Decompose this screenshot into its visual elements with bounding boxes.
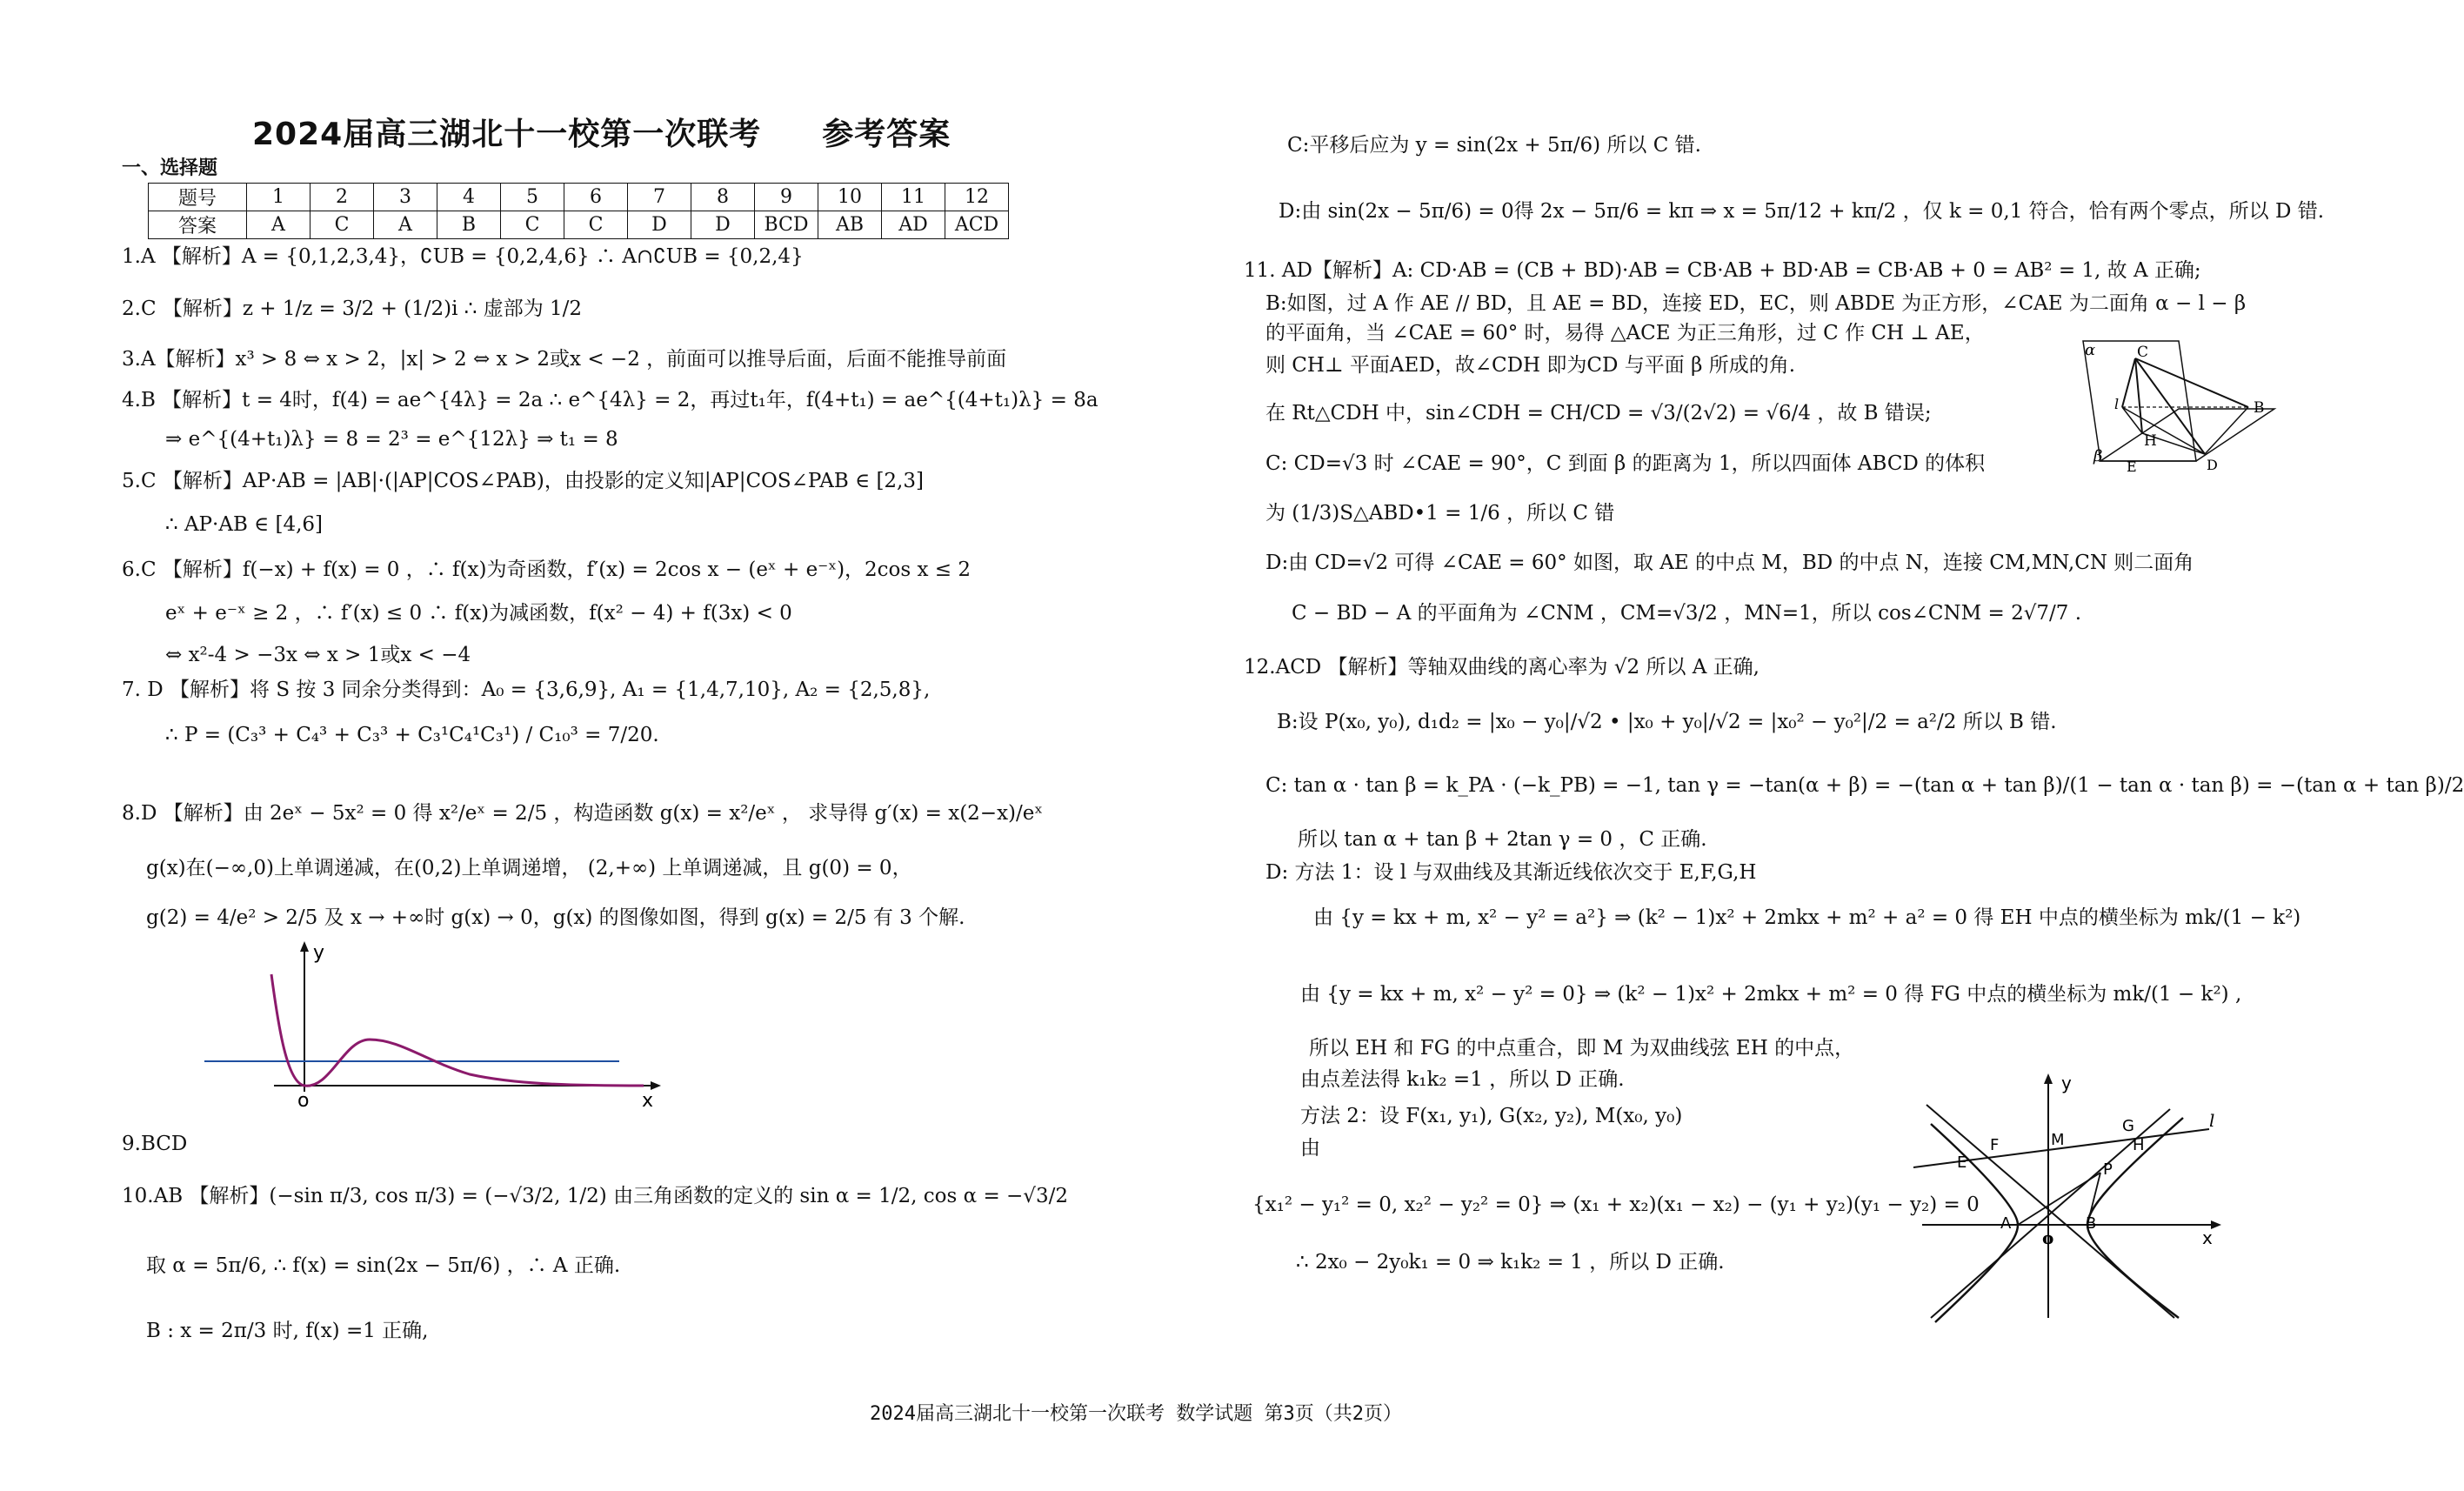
question-number: 12 [945,184,1009,211]
solution-line-q3: 3.A【解析】x³ > 8 ⇔ x > 2，|x| > 2 ⇔ x > 2或x < −2 ，前面可以推导后面，后面不能推导前面 [122,348,1007,371]
answer-table-number-row [149,184,1009,211]
tetra-label: E [2127,458,2137,475]
solution-line-q12-d5: 由点差法得 k₁k₂ =1 ，所以 D 正确. [1300,1068,1625,1091]
q11-dihedral-figure [2074,339,2283,478]
answer-table-header-label: 题号 [149,184,247,211]
answer-cell: D [691,211,755,239]
tetra-label: B [2254,399,2265,417]
tetra-label: H [2144,432,2157,450]
question-number: 5 [501,184,564,211]
answer-cell: BCD [755,211,818,239]
tetra-label: C [2137,344,2149,361]
answer-cell: A [247,211,311,239]
solution-line-q11-d: D:由 CD=√2 可得 ∠CAE = 60° 如图，取 AE 的中点 M，BD 的中点 N，连接 CM,MN,CN 则二面角 [1265,552,2194,574]
question-number: 3 [374,184,437,211]
solution-line-q5: 5.C 【解析】AP·AB = |AB|·(|AP|COS∠PAB)，由投影的定义知|AP|COS∠PAB ∈ [2,3] [122,470,924,492]
solution-line-q10: 10.AB 【解析】(−sin π/3, cos π/3) = (−√3/2, 1/2) 由三角函数的定义的 sin α = 1/2, cos α = −√3/2 [122,1185,1068,1207]
question-number: 2 [311,184,374,211]
page-footer: 2024届高三湖北十一校第一次联考 数学试题 第3页（共2页） [870,1403,1402,1425]
answer-cell: C [564,211,628,239]
title-main: 2024届高三湖北十一校第一次联考 [252,117,762,152]
hyper-label: B [2086,1214,2097,1233]
question-number: 10 [818,184,882,211]
tetra-label: α [2085,341,2096,359]
hyper-label: y [2061,1073,2072,1093]
graph-x-label: x [642,1090,654,1112]
solution-line-q12-d4: 所以 EH 和 FG 的中点重合，即 M 为双曲线弦 EH 的中点， [1309,1037,1855,1060]
hyper-label: E [1957,1153,1967,1172]
answer-table [148,183,1009,239]
solution-line-q6-cont: eˣ + e⁻ˣ ≥ 2 ，∴ f′(x) ≤ 0 ∴ f(x)为减函数，f(x² − 4) + f(3x) < 0 [165,602,792,625]
solution-line-q12-c2: 所以 tan α + tan β + 2tan γ = 0 ，C 正确. [1298,828,1707,851]
hyper-label: H [2133,1136,2145,1154]
solution-line-q10-c: C:平移后应为 y = sin(2x + 5π/6) 所以 C 错. [1287,134,1701,157]
question-number: 8 [691,184,755,211]
solution-line-q11: 11. AD【解析】A: CD·AB = (CB + BD)·AB = CB·AB + BD·AB = CB·AB + 0 = AB² = 1, 故 A 正确; [1244,259,2201,282]
solution-line-q12: 12.ACD 【解析】等轴双曲线的离心率为 √2 所以 A 正确, [1244,656,1760,679]
title-sub: 参考答案 [822,117,952,152]
solution-line-q12-b: B:设 P(x₀, y₀), d₁d₂ = |x₀ − y₀|/√2 • |x₀ + y₀|/√2 = |x₀² − y₀²|/2 = a²/2 所以 B 错. [1277,711,2057,733]
answer-cell: C [501,211,564,239]
question-number: 11 [882,184,945,211]
solution-line-q10-d: D:由 sin(2x − 5π/6) = 0得 2x − 5π/6 = kπ ⇒ x = 5π/12 + kπ/2 ，仅 k = 0,1 符合，恰有两个零点，所以 D 错. [1279,200,2325,223]
answer-table-answer-label: 答案 [149,211,247,239]
hyper-label: G [2122,1117,2134,1135]
answer-cell: ACD [945,211,1009,239]
solution-line-q12-d: D: 方法 1：设 l 与双曲线及其渐近线依次交于 E,F,G,H [1265,861,1757,884]
solution-line-q10-cont2: B : x = 2π/3 时, f(x) =1 正确, [146,1320,429,1342]
solution-line-q6-cont2: ⇔ x²-4 > −3x ⇔ x > 1或x < −4 [165,644,471,666]
section-heading: 一、选择题 [122,157,218,179]
hyper-label: A [2000,1214,2012,1233]
hyper-label: l [2209,1110,2215,1131]
answer-cell: C [311,211,374,239]
solution-line-q11-c2: 为 (1/3)S△ABD•1 = 1/6 ，所以 C 错 [1265,502,1615,525]
solution-line-q7: 7. D 【解析】将 S 按 3 同余分类得到：A₀ = {3,6,9}, A₁ = {1,4,7,10}, A₂ = {2,5,8}, [122,679,931,701]
solution-line-q8-cont2: g(2) = 4/e² > 2/5 及 x → +∞时 g(x) → 0，g(x) 的图像如图，得到 g(x) = 2/5 有 3 个解. [146,906,965,929]
solution-line-q12-m2b: 由 [1300,1137,1320,1160]
solution-line-q12-m2c: {x₁² − y₁² = 0, x₂² − y₂² = 0} ⇒ (x₁ + x₂)(x₁ − x₂) − (y₁ + y₂)(y₁ − y₂) = 0 [1252,1193,1980,1216]
solution-line-q11-b4: 在 Rt△CDH 中，sin∠CDH = CH/CD = √3/(2√2) = √6/4 ，故 B 错误; [1265,402,1932,425]
answer-cell: AB [818,211,882,239]
question-number: 7 [628,184,691,211]
question-number: 6 [564,184,628,211]
hyper-label: F [1990,1136,2000,1154]
solution-line-q2: 2.C 【解析】z + 1/z = 3/2 + (1/2)i ∴ 虚部为 1/2 [122,298,583,320]
solution-line-q12-d2: 由 {y = kx + m, x² − y² = a²} ⇒ (k² − 1)x² + 2mkx + m² + a² = 0 得 EH 中点的横坐标为 mk/(1 − k²) [1313,906,2301,929]
solution-line-q11-d2: C − BD − A 的平面角为 ∠CNM ，CM=√3/2 ，MN=1，所以 cos∠CNM = 2√7/7 . [1292,602,2082,625]
solution-line-q1: 1.A 【解析】A = {0,1,2,3,4}，∁UB = {0,2,4,6} ∴ A∩∁UB = {0,2,4} [122,245,804,268]
answer-cell: B [437,211,501,239]
answer-cell: AD [882,211,945,239]
hyper-label: M [2051,1131,2065,1149]
solution-line-q11-b: B:如图，过 A 作 AE // BD，且 AE = BD，连接 ED，EC，则 ABDE 为正方形，∠CAE 为二面角 α − l − β [1265,292,2247,315]
solution-line-q9: 9.BCD [122,1133,188,1155]
answer-cell: A [374,211,437,239]
hyper-label: o [2042,1227,2054,1248]
solution-line-q6: 6.C 【解析】f(−x) + f(x) = 0 ，∴ f(x)为奇函数，f′(x) = 2cos x − (eˣ + e⁻ˣ)，2cos x ≤ 2 [122,558,972,581]
q8-function-graph [191,939,678,1113]
question-number: 4 [437,184,501,211]
hyper-label: x [2202,1227,2213,1248]
graph-y-label: y [313,942,325,964]
solution-line-q12-d3: 由 {y = kx + m, x² − y² = 0} ⇒ (k² − 1)x² + 2mkx + m² = 0 得 FG 中点的横坐标为 mk/(1 − k²) , [1300,983,2242,1006]
solution-line-q12-c: C: tan α · tan β = k_PA · (−k_PB) = −1, tan γ = −tan(α + β) = −(tan α + tan β)/(1 − tan α · tan β) = −(tan α + tan β)/2 [1265,774,2464,797]
hyper-label: P [2103,1160,2113,1179]
q12-hyperbola-figure [1905,1070,2227,1322]
solution-line-q11-b3: 则 CH⊥ 平面AED，故∠CDH 即为CD 与平面 β 所成的角. [1265,354,1796,377]
graph-origin-label: o [297,1090,310,1112]
tetra-label: l [2114,396,2120,412]
answer-cell: D [628,211,691,239]
solution-line-q5-cont: ∴ AP·AB ∈ [4,6] [165,513,324,536]
page-title [252,110,951,154]
solution-line-q8-cont: g(x)在(−∞,0)上单调递减，在(0,2)上单调递增， (2,+∞) 上单调递减，且 g(0) = 0， [146,857,912,879]
solution-line-q12-m2d: ∴ 2x₀ − 2y₀k₁ = 0 ⇒ k₁k₂ = 1 ，所以 D 正确. [1296,1251,1725,1274]
solution-line-q11-c: C: CD=√3 时 ∠CAE = 90°，C 到面 β 的距离为 1，所以四面体 ABCD 的体积 [1265,452,1986,475]
solution-line-q7-cont: ∴ P = (C₃³ + C₄³ + C₃³ + C₃¹C₄¹C₃¹) / C₁₀³ = 7/20. [165,724,659,746]
solution-line-q10-cont: 取 α = 5π/6, ∴ f(x) = sin(2x − 5π/6) ，∴ A 正确. [146,1254,621,1277]
tetra-label: β [2093,447,2103,465]
solution-line-q4: 4.B 【解析】t = 4时，f(4) = ae^{4λ} = 2a ∴ e^{4λ} = 2，再过t₁年，f(4+t₁) = ae^{(4+t₁)λ} = 8a [122,389,1098,411]
question-number: 1 [247,184,311,211]
question-number: 9 [755,184,818,211]
tetra-label: D [2207,457,2218,473]
solution-line-q8: 8.D 【解析】由 2eˣ − 5x² = 0 得 x²/eˣ = 2/5 ，构造函数 g(x) = x²/eˣ ， 求导得 g′(x) = x(2−x)/eˣ [122,802,1044,825]
solution-line-q11-b2: 的平面角，当 ∠CAE = 60° 时，易得 △ACE 为正三角形，过 C 作 CH ⊥ AE， [1265,322,1985,344]
solution-line-q12-m2: 方法 2：设 F(x₁, y₁), G(x₂, y₂), M(x₀, y₀) [1300,1105,1683,1127]
answer-table-answer-row [149,211,1009,239]
solution-line-q4-cont: ⇒ e^{(4+t₁)λ} = 8 = 2³ = e^{12λ} ⇒ t₁ = 8 [165,428,618,451]
